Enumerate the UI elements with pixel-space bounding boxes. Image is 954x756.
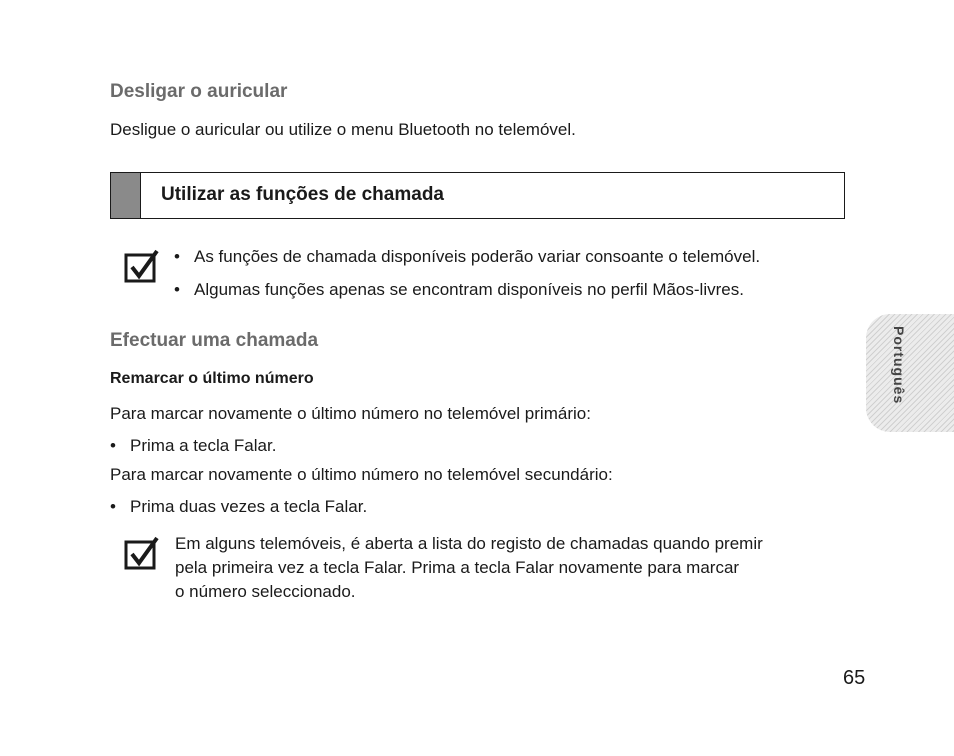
bullet: • [110,497,116,516]
note-checkbox-icon [124,249,160,288]
step-text: Prima a tecla Falar. [130,436,277,455]
section-title-bar [110,172,845,219]
note-item-text: Algumas funções apenas se encontram disponíveis no perfil Mãos-livres. [194,280,744,299]
note-line: o número seleccionado. [175,582,356,601]
section-bar-block [111,173,141,218]
bullet: • [174,247,180,266]
note-text-block [175,532,763,604]
note-list-item [174,278,744,302]
paragraph-primary: Para marcar novamente o último número no telemóvel primário: [110,404,591,423]
language-label: Português [891,326,907,405]
checkbox-check-icon [124,249,160,283]
heading-efectuar: Efectuar uma chamada [110,330,319,351]
page-number: 65 [843,667,866,689]
bullet: • [174,280,180,299]
paragraph-desligar: Desligue o auricular ou utilize o menu Bluetooth no telemóvel. [110,120,576,139]
note-item-text: As funções de chamada disponíveis poderão variar consoante o telemóvel. [194,247,761,266]
list-item-primary [110,434,276,458]
note-checkbox-icon [124,536,160,575]
note-line: Em alguns telemóveis, é aberta a lista do registo de chamadas quando premir [175,534,763,553]
checkbox-check-icon [124,536,160,570]
heading-desligar: Desligar o auricular [110,81,288,102]
language-side-tab [866,314,954,432]
subheading-remarcar: Remarcar o último número [110,370,314,387]
bullet: • [110,436,116,455]
list-item-secondary [110,495,367,519]
step-text: Prima duas vezes a tecla Falar. [130,497,368,516]
note-list-item [174,245,760,269]
section-title: Utilizar as funções de chamada [161,184,444,205]
paragraph-secondary: Para marcar novamente o último número no telemóvel secundário: [110,465,613,484]
note-line: pela primeira vez a tecla Falar. Prima a tecla Falar novamente para marcar [175,558,740,577]
